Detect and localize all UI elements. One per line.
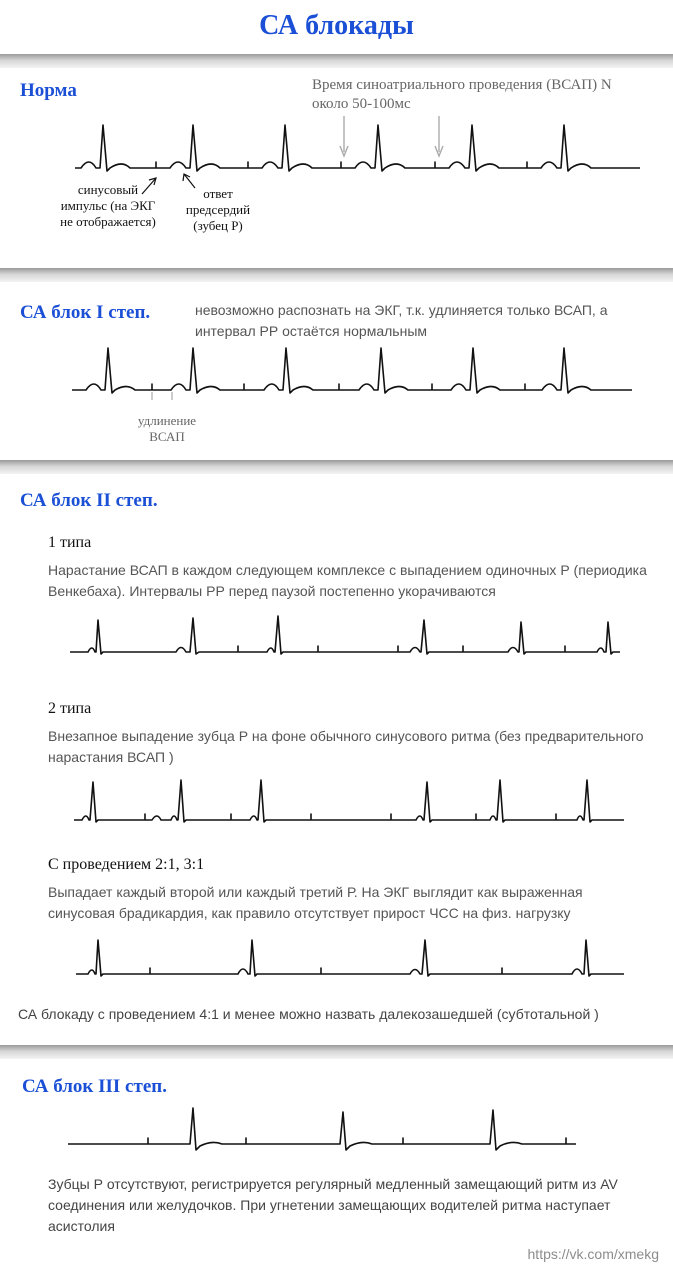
ecg-strip-block3	[0, 1100, 673, 1160]
block2-conduction-desc: Выпадает каждый второй или каждый третий Р. На ЭКГ выглядит как выраженная синусовая брадикардия, как правило отсутствует прирост ЧСС на физ. нагрузку	[48, 884, 583, 921]
block2-type1-title: 1 типа	[48, 534, 92, 551]
ecg-strip-type2	[0, 772, 673, 828]
heading-block3: СА блок III степ.	[22, 1076, 167, 1097]
ecg-trace-norm	[75, 125, 640, 171]
ecg-trace-conduction	[76, 940, 624, 976]
heading-block2: СА блок II степ.	[20, 490, 158, 511]
ecg-trace-block3	[68, 1108, 576, 1150]
section-divider	[0, 54, 673, 68]
section-divider	[0, 1045, 673, 1059]
ecg-strip-type1	[0, 612, 673, 662]
page-title: СА блокады	[259, 10, 414, 41]
heading-norm: Норма	[20, 80, 77, 101]
label-atrial-response: ответ предсердий (зубец Р)	[185, 186, 251, 233]
ecg-trace-type2	[74, 780, 624, 822]
block3-desc: Зубцы Р отсутствуют, регистрируется регулярный медленный замещающий ритм из AV соединения или желудочков. При угнетении замещающих водителей ритма наступает асистолия	[48, 1176, 618, 1234]
heading-block1: СА блок I степ.	[20, 302, 151, 323]
ecg-trace-block1	[72, 348, 632, 393]
block2-type2-desc: Внезапное выпадение зубца Р на фоне обычного синусового ритма (без предварительного нарастания ВСАП )	[48, 728, 644, 765]
section-divider	[0, 268, 673, 282]
norm-note: Время синоатриального проведения (ВСАП) N около 50-100мс	[312, 77, 612, 112]
ecg-strip-conduction	[0, 934, 673, 980]
section-divider	[0, 460, 673, 474]
block2-footnote: СА блокаду с проведением 4:1 и менее можно назвать далекозашедшей (субтотальной )	[18, 1006, 599, 1022]
label-vsap-prolongation: удлинение ВСАП	[137, 413, 197, 444]
ecg-strip-norm	[0, 110, 673, 180]
ecg-strip-block1	[0, 340, 673, 400]
block2-type1-desc: Нарастание ВСАП в каждом следующем комплексе с выпадением одиночных Р (периодика Венкебаха). Интервалы РР перед паузой постепенно укорачиваются	[48, 562, 647, 599]
block2-conduction-title: С проведением 2:1, 3:1	[48, 856, 205, 873]
watermark: https://vk.com/xmekg	[527, 1246, 659, 1262]
block2-type2-title: 2 типа	[48, 700, 92, 717]
ecg-trace-type1	[70, 616, 620, 654]
label-sinus-impulse: синусовый импульс (на ЭКГ не отображается)	[60, 182, 156, 229]
block1-desc: невозможно распознать на ЭКГ, т.к. удлиняется только ВСАП, а интервал РР остаётся нормальным	[195, 302, 608, 339]
